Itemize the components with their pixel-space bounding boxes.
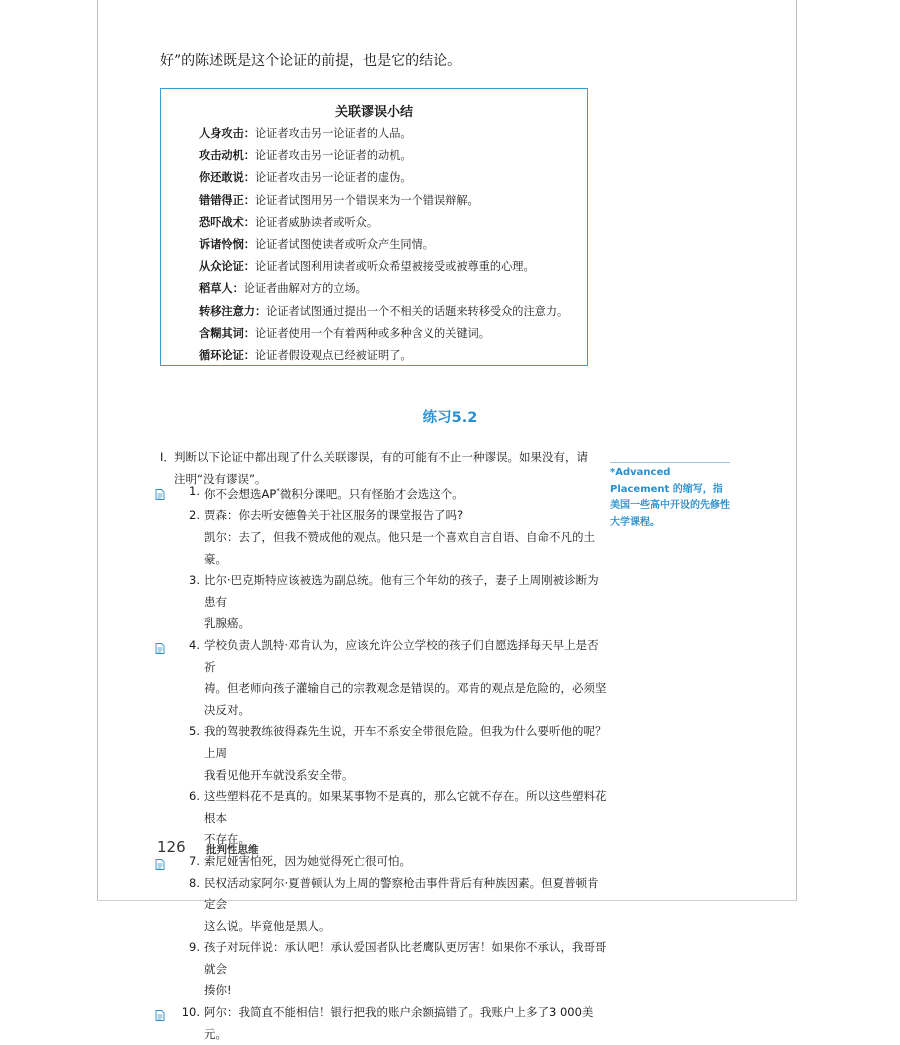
exercise-item [150,786,610,829]
exercise-text: 凯尔：去了，但我不赞成他的观点。他只是一个喜欢自言自语、自命不凡的土豪。 [204,530,595,566]
exercise-text: 我的驾驶教练彼得森先生说，开车不系安全带很危险。但我为什么要听他的呢？上周 [204,724,607,760]
side-note: *Advanced Placement 的缩写，指美国一些高中开设的先修性大学课程。 [610,462,730,531]
exercise-number: 9. [189,940,200,955]
document-icon [155,640,165,651]
summary-desc: 论证者攻击另一论证者的动机。 [254,149,412,163]
exercise-number: 2. [189,508,200,523]
exercise-item [150,1002,610,1045]
summary-desc: 论证者试图通过提出一个不相关的话题来转移受众的注意力。 [266,304,569,318]
summary-desc: 论证者曲解对方的立场。 [243,282,367,296]
summary-desc: 论证者攻击另一论证者的人品。 [254,127,412,140]
exercise-item [150,570,610,613]
exercise-continuation [150,527,610,570]
summary-item [199,301,568,323]
exercise-number: 6. [189,789,200,804]
summary-term: 你还敢说： [199,171,255,185]
question-text: 判断以下论证中都出现了什么关联谬误，有的可能有不止一种谬误。如果没有，请注明“没有谬误”。 [174,450,588,486]
exercise-text: 索尼娅害怕死，因为她觉得死亡很可怕。 [204,853,411,868]
exercise-text: 孩子对玩伴说：承认吧！承认爱国者队比老鹰队更厉害！如果你不承认，我哥哥就会 [204,940,607,976]
exercise-continuation [150,980,610,1002]
exercise-number: 3. [189,573,200,588]
summary-term: 人身攻击： [199,127,255,140]
summary-item [199,167,568,189]
summary-item [199,212,568,234]
summary-desc: 论证者试图利用读者或听众希望被接受或被尊重的心理。 [254,260,535,274]
exercise-continuation [150,613,610,635]
page-number: 126 [157,838,186,856]
exercise-item [150,937,610,980]
exercise-continuation [150,916,610,938]
exercise-text: 乳腺癌。 [204,616,250,631]
summary-item [199,190,568,212]
summary-item [199,145,568,167]
exercise-number: 7. [189,853,200,868]
summary-item [199,123,568,145]
summary-item [199,345,568,367]
exercise-text: 民权活动家阿尔·夏普顿认为上周的警察枪击事件背后有种族因素。但夏普顿肯定会 [204,875,599,912]
footnote-mark: * [276,487,280,495]
exercise-text: 祷。但老师向孩子灌输自己的宗教观念是错误的。邓肯的观点是危险的，必须坚决反对。 [204,681,607,717]
summary-term: 循环论证： [199,349,255,363]
intro-text: 好”的陈述既是这个论证的前提，也是它的结论。 [160,53,462,69]
book-title: 批判性思维 [206,844,259,856]
summary-term: 错错得正： [199,193,255,207]
exercise-text: 贾森：你去听安德鲁关于社区服务的课堂报告了吗? [204,508,464,523]
exercise-number: 10. [181,1005,200,1020]
summary-desc: 论证者试图用另一个错误来为一个错误辩解。 [254,193,479,207]
exercise-continuation [150,765,610,787]
summary-term: 稻草人： [199,282,244,296]
exercise-item [150,481,610,505]
summary-desc: 论证者攻击另一论证者的虚伪。 [254,171,412,185]
exercise-number: 4. [189,637,200,652]
summary-desc: 论证者假设观点已经被证明了。 [254,349,412,363]
exercise-title: 练习5.2 [422,410,478,426]
exercise-item [150,873,610,916]
exercise-item [150,505,610,527]
exercise-number: 5. [189,724,200,739]
summary-desc: 论证者试图使读者或听众产生同情。 [254,238,434,252]
exercise-item [150,635,610,678]
summary-term: 从众论证： [199,260,255,274]
document-icon [155,486,165,497]
exercise-text: 阿尔：我简直不能相信！银行把我的账户余额搞错了。我账户上多了3 000美元。 [204,1005,594,1041]
exercise-number: 1. [189,484,200,498]
exercise-text: 学校负责人凯特·邓肯认为，应该允许公立学校的孩子们自愿选择每天早上是否祈 [204,637,599,674]
exercise-text: 揍你! [204,983,232,998]
summary-desc: 论证者威胁读者或听众。 [254,215,379,229]
exercise-continuation [150,678,610,721]
summary-box-items [199,123,568,367]
summary-box-title: 关联谬误小结 [334,105,413,120]
question-number: I． [160,450,175,464]
summary-term: 恐吓战术： [199,215,255,229]
exercise-text: 这些塑料花不是真的。如果某事物不是真的，那么它就不存在。所以这些塑料花根本 [204,789,607,825]
summary-term: 转移注意力： [199,304,267,318]
document-icon [155,856,165,867]
exercise-list [150,481,610,1045]
exercise-text: 不存在。 [204,832,250,847]
summary-item [199,256,568,278]
summary-desc: 论证者使用一个有着两种或多种含义的关键词。 [254,326,490,340]
exercise-text: 比尔·巴克斯特应该被选为副总统。他有三个年幼的孩子，妻子上周刚被诊断为患有 [204,573,599,609]
summary-box [160,88,588,366]
summary-term: 诉诸怜悯： [199,238,255,252]
summary-term: 攻击动机： [199,149,255,163]
exercise-text: 我看见他开车就没系安全带。 [204,767,354,782]
summary-item [199,234,568,256]
summary-item [199,278,568,300]
exercise-text: 这么说。毕竟他是黑人。 [204,918,331,933]
document-icon [155,1007,165,1018]
exercise-number: 8. [189,875,200,890]
exercise-text: 你不会想选AP [204,486,277,501]
summary-term: 含糊其词： [199,326,255,340]
summary-item [199,323,568,345]
exercise-text: 微积分课吧。只有怪胎才会选这个。 [279,486,464,501]
exercise-item [150,721,610,764]
